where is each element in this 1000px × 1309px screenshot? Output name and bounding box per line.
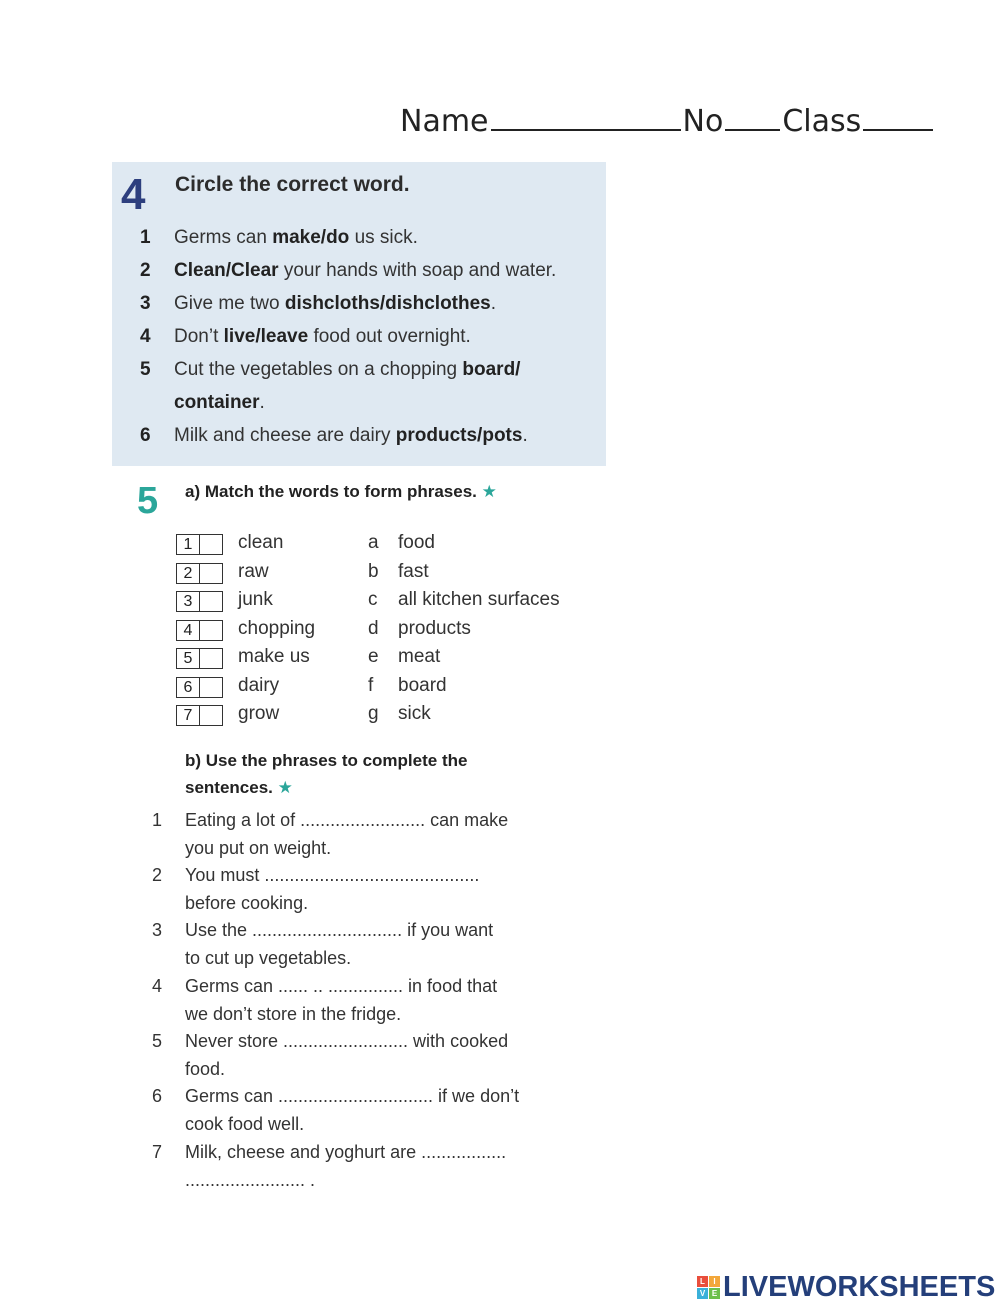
- sentence-line[interactable]: Germs can ............................... if we don’t: [185, 1086, 520, 1106]
- word-choice[interactable]: dishcloths/dishclothes: [284, 293, 491, 314]
- part-b-title: b) Use the phrases to complete the sentences. ★: [185, 751, 468, 797]
- sentence-line[interactable]: Milk, cheese and yoghurt are .................: [185, 1142, 507, 1162]
- class-line[interactable]: [863, 128, 933, 131]
- exercise-4-item: 6 Milk and cheese are dairy products/pots.: [140, 425, 528, 446]
- exercise-4-item: 3 Give me two dishcloths/dishclothes.: [140, 293, 497, 314]
- liveworksheets-logo-text: LIVEWORKSHEETS: [723, 1271, 996, 1303]
- match-answer-box: 2: [176, 563, 223, 584]
- class-label: Class: [782, 104, 862, 139]
- student-info-header: [400, 104, 935, 139]
- name-line[interactable]: [491, 128, 681, 131]
- star-icon: ★: [481, 482, 497, 501]
- word-choice[interactable]: Clean/Clear: [174, 260, 279, 281]
- match-answer-input[interactable]: [200, 592, 220, 611]
- sentence-line[interactable]: Eating a lot of ......................... can make: [185, 810, 509, 830]
- sentence-line[interactable]: Germs can ...... .. ............... in food that: [185, 976, 498, 996]
- exercise-4-number: 4: [121, 170, 146, 219]
- word-choice[interactable]: make/do: [272, 227, 350, 248]
- match-answer-box: 7: [176, 705, 223, 726]
- word-choice[interactable]: live/leave: [223, 326, 309, 347]
- part-a-title: a) Match the words to form phrases. ★: [185, 482, 497, 501]
- match-answer-input[interactable]: [200, 706, 220, 725]
- sentence-line[interactable]: Never store ......................... with cooked: [185, 1031, 509, 1051]
- exercise-5-number: 5: [137, 480, 159, 522]
- exercise-4-item: 2 Clean/Clear your hands with soap and water.: [140, 260, 557, 281]
- exercise-4-item: 4 Don’t live/leave food out overnight.: [140, 326, 471, 347]
- number-label: No: [682, 104, 724, 139]
- match-answer-box: 6: [176, 677, 223, 698]
- match-answer-input[interactable]: [200, 678, 220, 697]
- match-answer-box: 4: [176, 620, 223, 641]
- word-choice[interactable]: board/: [462, 359, 521, 380]
- sentence-line[interactable]: You must ...........................................: [185, 865, 480, 885]
- sentence-line[interactable]: Use the .............................. if you want: [185, 920, 494, 940]
- match-answer-box: 5: [176, 648, 223, 669]
- exercise-4-item: 1 Germs can make/do us sick.: [140, 227, 418, 248]
- match-answer-box: 3: [176, 591, 223, 612]
- star-icon: ★: [277, 778, 293, 797]
- word-choice[interactable]: products/pots: [395, 425, 523, 446]
- match-answer-input[interactable]: [200, 535, 220, 554]
- match-answer-box: 1: [176, 534, 223, 555]
- liveworksheets-logo[interactable]: [697, 1271, 995, 1304]
- name-label: Name: [400, 104, 489, 139]
- exercise-4-item: 5 Cut the vegetables on a chopping board/: [140, 359, 521, 380]
- liveworksheets-logo-icon: L I V E: [697, 1276, 720, 1299]
- exercise-4-title: Circle the correct word.: [175, 173, 410, 196]
- word-choice[interactable]: container: [174, 392, 260, 413]
- exercise-4-item: container.: [174, 392, 265, 413]
- match-answer-input[interactable]: [200, 649, 220, 668]
- number-line[interactable]: [725, 128, 780, 131]
- match-answer-input[interactable]: [200, 621, 220, 640]
- match-answer-input[interactable]: [200, 564, 220, 583]
